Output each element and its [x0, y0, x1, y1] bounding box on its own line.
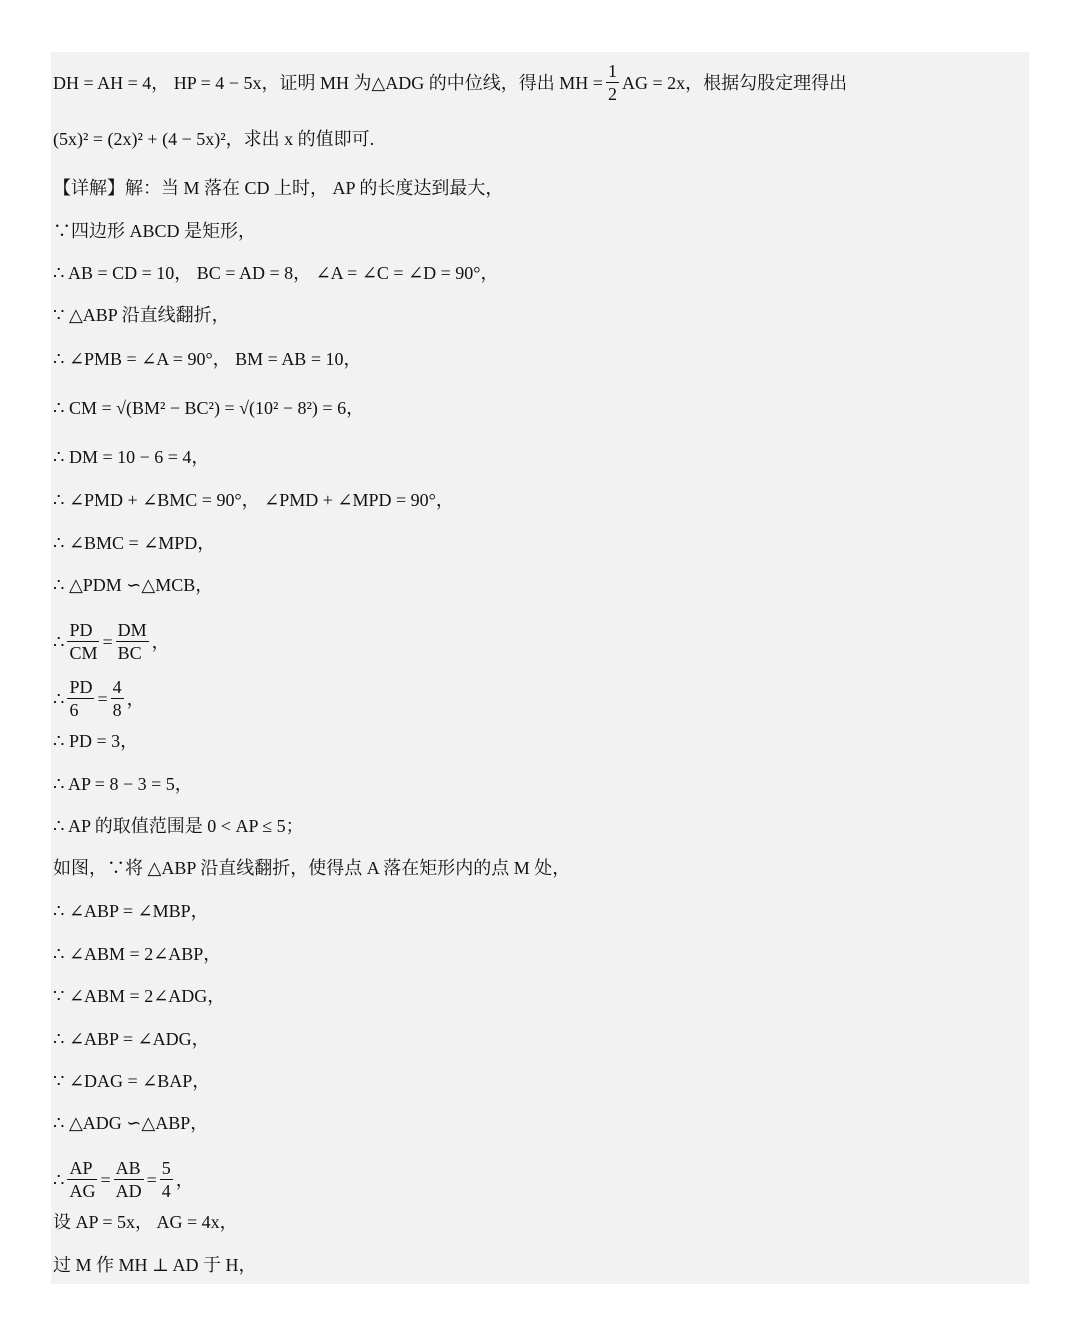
text-line: [53, 175, 503, 199]
line-text: ∵ ∠DAG = ∠BAP，: [53, 1070, 211, 1091]
fraction-denominator: 2: [607, 84, 617, 104]
line-text: 过 M 作 MH ⊥ AD 于 H，: [53, 1254, 257, 1275]
line-text: ∴ DM = 10 − 6 = 4，: [53, 446, 210, 467]
text-line: [53, 941, 221, 965]
punctuation: ，: [175, 1169, 194, 1190]
punctuation: ，: [126, 688, 145, 709]
fraction: [67, 1157, 97, 1202]
text-line: [53, 983, 225, 1007]
fraction-denominator: CM: [69, 643, 98, 663]
line-text: ∴ ∠ABP = ∠MBP，: [53, 900, 209, 921]
operator: =: [100, 1169, 111, 1190]
text-line: [53, 487, 454, 511]
line-text: AG = 2x，根据勾股定理得出: [621, 72, 848, 93]
text-line: [53, 1068, 210, 1092]
fraction-denominator: 6: [69, 700, 79, 720]
fraction-denominator: AD: [115, 1181, 142, 1201]
fraction-denominator: 8: [112, 700, 122, 720]
fraction: [114, 1157, 144, 1202]
line-text: 如图，∵将 △ABP 沿直线翻折，使得点 A 落在矩形内的点 M 处，: [53, 857, 571, 878]
therefore-symbol: ∴: [53, 688, 65, 709]
line-text: ∴ ∠PMD + ∠BMC = 90°， ∠PMD + ∠MPD = 90°，: [53, 489, 454, 510]
fraction-numerator: 4: [112, 677, 122, 697]
line-text: ∴ CM = √(BM² − BC²) = √(10² − 8²) = 6，: [53, 397, 365, 418]
line-text: ∴ AB = CD = 10， BC = AD = 8， ∠A = ∠C = ∠D = 90°，: [53, 262, 499, 283]
therefore-symbol: ∴: [53, 631, 65, 652]
text-line: [53, 260, 499, 284]
line-text: DH = AH = 4， HP = 4 − 5x，证明 MH 为△ADG 的中位线，得出 MH =: [53, 72, 603, 93]
fraction: [160, 1157, 173, 1202]
text-line: [53, 572, 213, 596]
text-line: [53, 1209, 238, 1233]
fraction: [111, 676, 124, 721]
text-line: [53, 855, 570, 879]
text-line: [53, 728, 138, 752]
text-line: [53, 218, 256, 242]
fraction-numerator: AB: [114, 1157, 144, 1180]
line-text: ∴ ∠ABM = 2∠ABP，: [53, 943, 222, 964]
fraction: [67, 676, 94, 721]
line-text: 设 AP = 5x， AG = 4x，: [53, 1211, 238, 1232]
line-text: 【详解】解：当 M 落在 CD 上时， AP 的长度达到最大，: [53, 177, 504, 198]
text-line: [53, 813, 304, 837]
text-line: [53, 60, 847, 105]
line-text: ∴ AP = 8 − 3 = 5，: [53, 773, 193, 794]
punctuation: ，: [151, 631, 170, 652]
text-line: [53, 126, 374, 150]
fraction-numerator: PD: [67, 619, 99, 642]
fraction: [116, 619, 149, 664]
document-page: [51, 52, 1029, 1284]
operator: =: [97, 688, 108, 709]
text-line: [53, 1252, 256, 1276]
text-line: [53, 619, 170, 664]
text-line: [53, 898, 209, 922]
text-line: [53, 1026, 210, 1050]
line-text: ∴ AP 的取值范围是 0 < AP ≤ 5；: [53, 815, 304, 836]
text-line: [53, 302, 230, 326]
fraction-numerator: 1: [607, 61, 617, 81]
operator: =: [102, 631, 113, 652]
fraction-denominator: BC: [117, 643, 142, 663]
line-text: ∵ ∠ABM = 2∠ADG，: [53, 985, 226, 1006]
line-text: ∴ PD = 3，: [53, 730, 139, 751]
line-text: ∴ ∠BMC = ∠MPD，: [53, 532, 216, 553]
therefore-symbol: ∴: [53, 1169, 65, 1190]
line-text: ∴ ∠ABP = ∠ADG，: [53, 1028, 210, 1049]
line-text: ∴ △ADG ∽△ABP，: [53, 1112, 209, 1133]
text-line: [53, 676, 145, 721]
fraction-numerator: AP: [67, 1157, 97, 1180]
fraction: [606, 60, 619, 105]
line-text: ∴ ∠PMB = ∠A = 90°， BM = AB = 10，: [53, 348, 362, 369]
fraction-denominator: 4: [161, 1181, 171, 1201]
operator: =: [146, 1169, 157, 1190]
fraction-numerator: PD: [69, 677, 93, 697]
line-text: (5x)² = (2x)² + (4 − 5x)²，求出 x 的值即可.: [53, 128, 375, 149]
text-line: [53, 346, 361, 370]
fraction-denominator: AG: [69, 1181, 96, 1201]
text-line: [53, 395, 364, 419]
line-text: ∴ △PDM ∽△MCB，: [53, 574, 214, 595]
line-text: ∵四边形 ABCD 是矩形，: [53, 220, 257, 241]
text-line: [53, 1157, 194, 1202]
text-line: [53, 771, 193, 795]
text-line: [53, 444, 209, 468]
fraction: [67, 619, 99, 664]
fraction-numerator: 5: [161, 1158, 171, 1178]
text-line: [53, 530, 215, 554]
line-text: ∵ △ABP 沿直线翻折，: [53, 304, 230, 325]
text-line: [53, 1110, 208, 1134]
fraction-numerator: DM: [117, 620, 147, 640]
